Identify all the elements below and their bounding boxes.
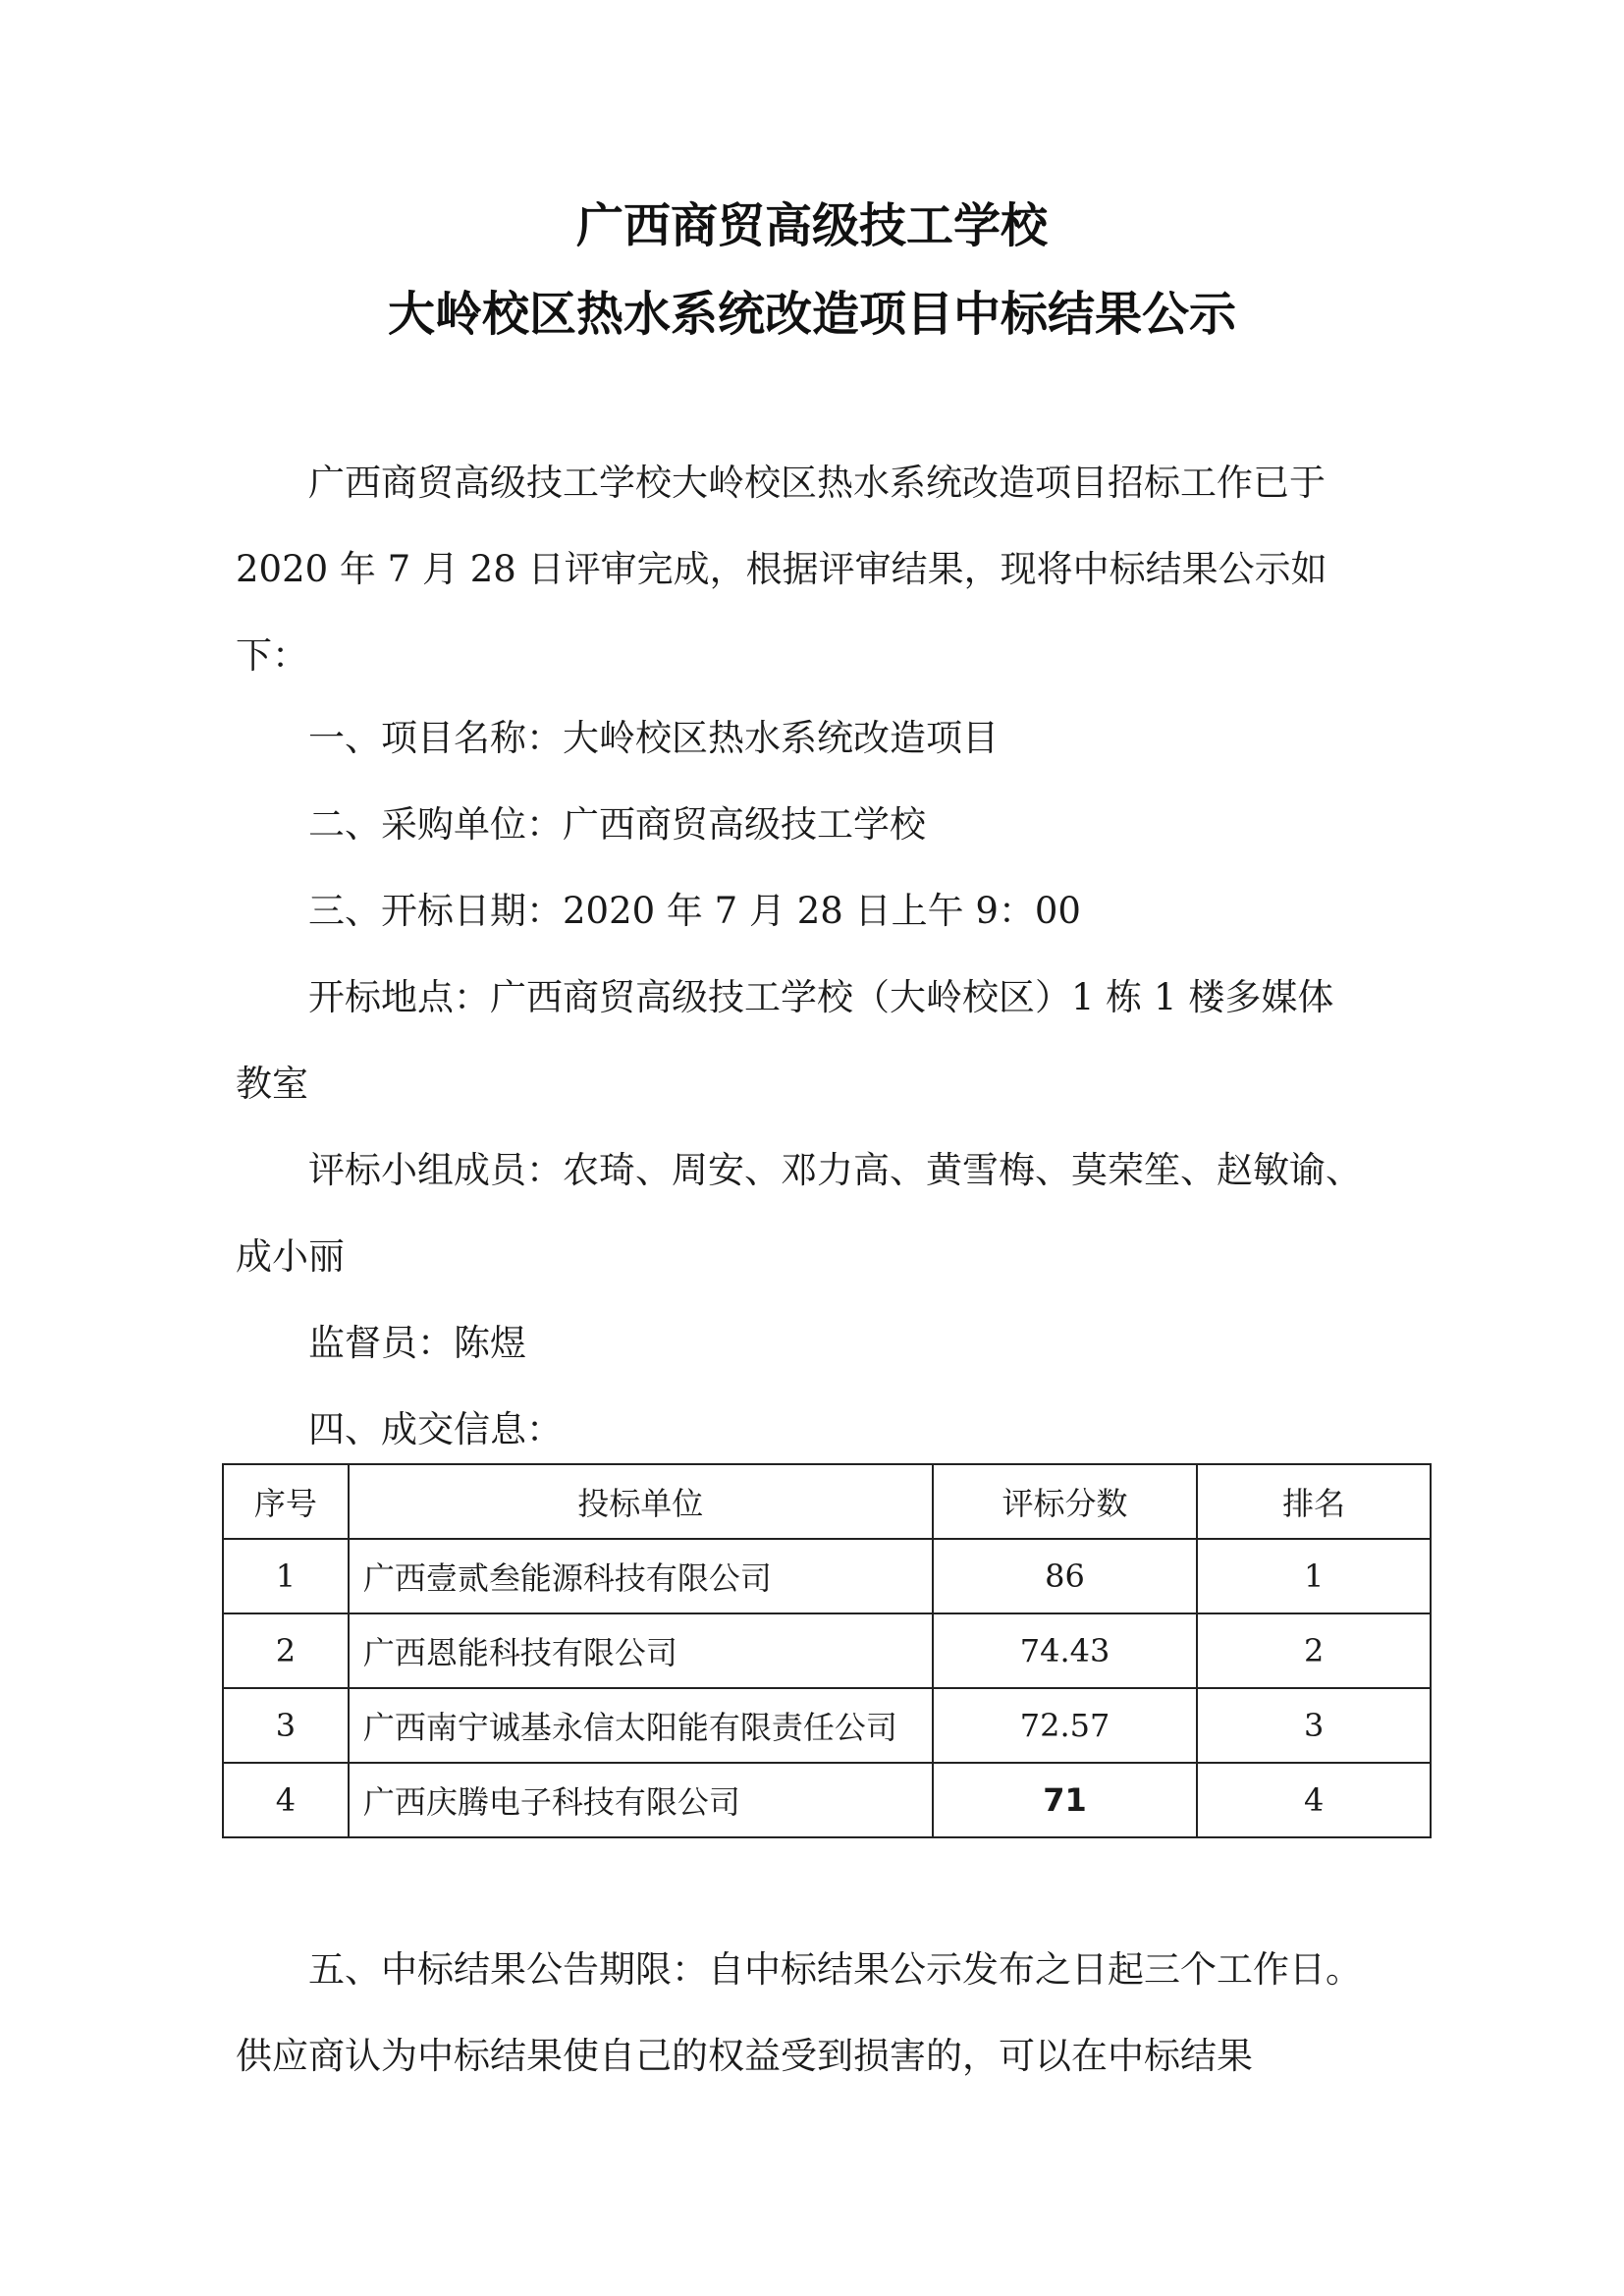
table-row: [223, 1539, 1431, 1613]
table-row: [223, 1763, 1431, 1837]
header-bidder: 投标单位: [349, 1464, 933, 1539]
panel-members-line1: 评标小组成员：农琦、周安、邓力高、黄雪梅、莫荣笙、赵敏谕、: [308, 1149, 1362, 1191]
cell-score: 74.43: [933, 1613, 1198, 1688]
table-row: [223, 1613, 1431, 1688]
document-title-line1: 广西商贸高级技工学校: [575, 198, 1048, 253]
document-title-line2: 大岭校区热水系统改造项目中标结果公示: [387, 287, 1236, 342]
cell-rank: 1: [1197, 1539, 1431, 1613]
cell-rank: 4: [1197, 1763, 1431, 1837]
cell-score: 71: [933, 1763, 1198, 1837]
cell-score: 72.57: [933, 1688, 1198, 1763]
cell-index: 1: [223, 1539, 349, 1613]
intro-paragraph: 广西商贸高级技工学校大岭校区热水系统改造项目招标工作已于 2020 年 7 月 28 日评审完成，根据评审结果，现将中标结果公示如下：: [236, 462, 1327, 677]
header-score: 评标分数: [933, 1464, 1198, 1539]
panel-members-line2: 成小丽: [236, 1235, 345, 1278]
supplier-objection-line: 供应商认为中标结果使自己的权益受到损害的，可以在中标结果: [236, 2035, 1253, 2077]
venue-line1: 开标地点：广西商贸高级技工学校（大岭校区）1 栋 1 楼多媒体: [308, 976, 1334, 1018]
cell-bidder: 广西庆腾电子科技有限公司: [349, 1763, 933, 1837]
cell-rank: 3: [1197, 1688, 1431, 1763]
venue-line2: 教室: [236, 1063, 308, 1105]
cell-score: 86: [933, 1539, 1198, 1613]
cell-index: 3: [223, 1688, 349, 1763]
cell-bidder: 广西壹贰叁能源科技有限公司: [349, 1539, 933, 1613]
header-index: 序号: [223, 1464, 349, 1539]
header-rank: 排名: [1197, 1464, 1431, 1539]
table-header-row: [223, 1464, 1431, 1539]
table-row: [223, 1688, 1431, 1763]
item-project-name: 一、项目名称：大岭校区热水系统改造项目: [308, 717, 999, 759]
item-purchasing-unit: 二、采购单位：广西商贸高级技工学校: [308, 803, 926, 846]
cell-index: 2: [223, 1613, 349, 1688]
cell-bidder: 广西南宁诚基永信太阳能有限责任公司: [349, 1688, 933, 1763]
supervisor-line: 监督员：陈煜: [308, 1322, 526, 1364]
results-table: [222, 1463, 1432, 1838]
item-bid-opening-date: 三、开标日期：2020 年 7 月 28 日上午 9：00: [308, 890, 1081, 932]
cell-bidder: 广西恩能科技有限公司: [349, 1613, 933, 1688]
cell-index: 4: [223, 1763, 349, 1837]
deal-info-heading: 四、成交信息：: [308, 1408, 563, 1450]
announcement-term-line: 五、中标结果公告期限：自中标结果公示发布之日起三个工作日。: [308, 1948, 1362, 1991]
cell-rank: 2: [1197, 1613, 1431, 1688]
